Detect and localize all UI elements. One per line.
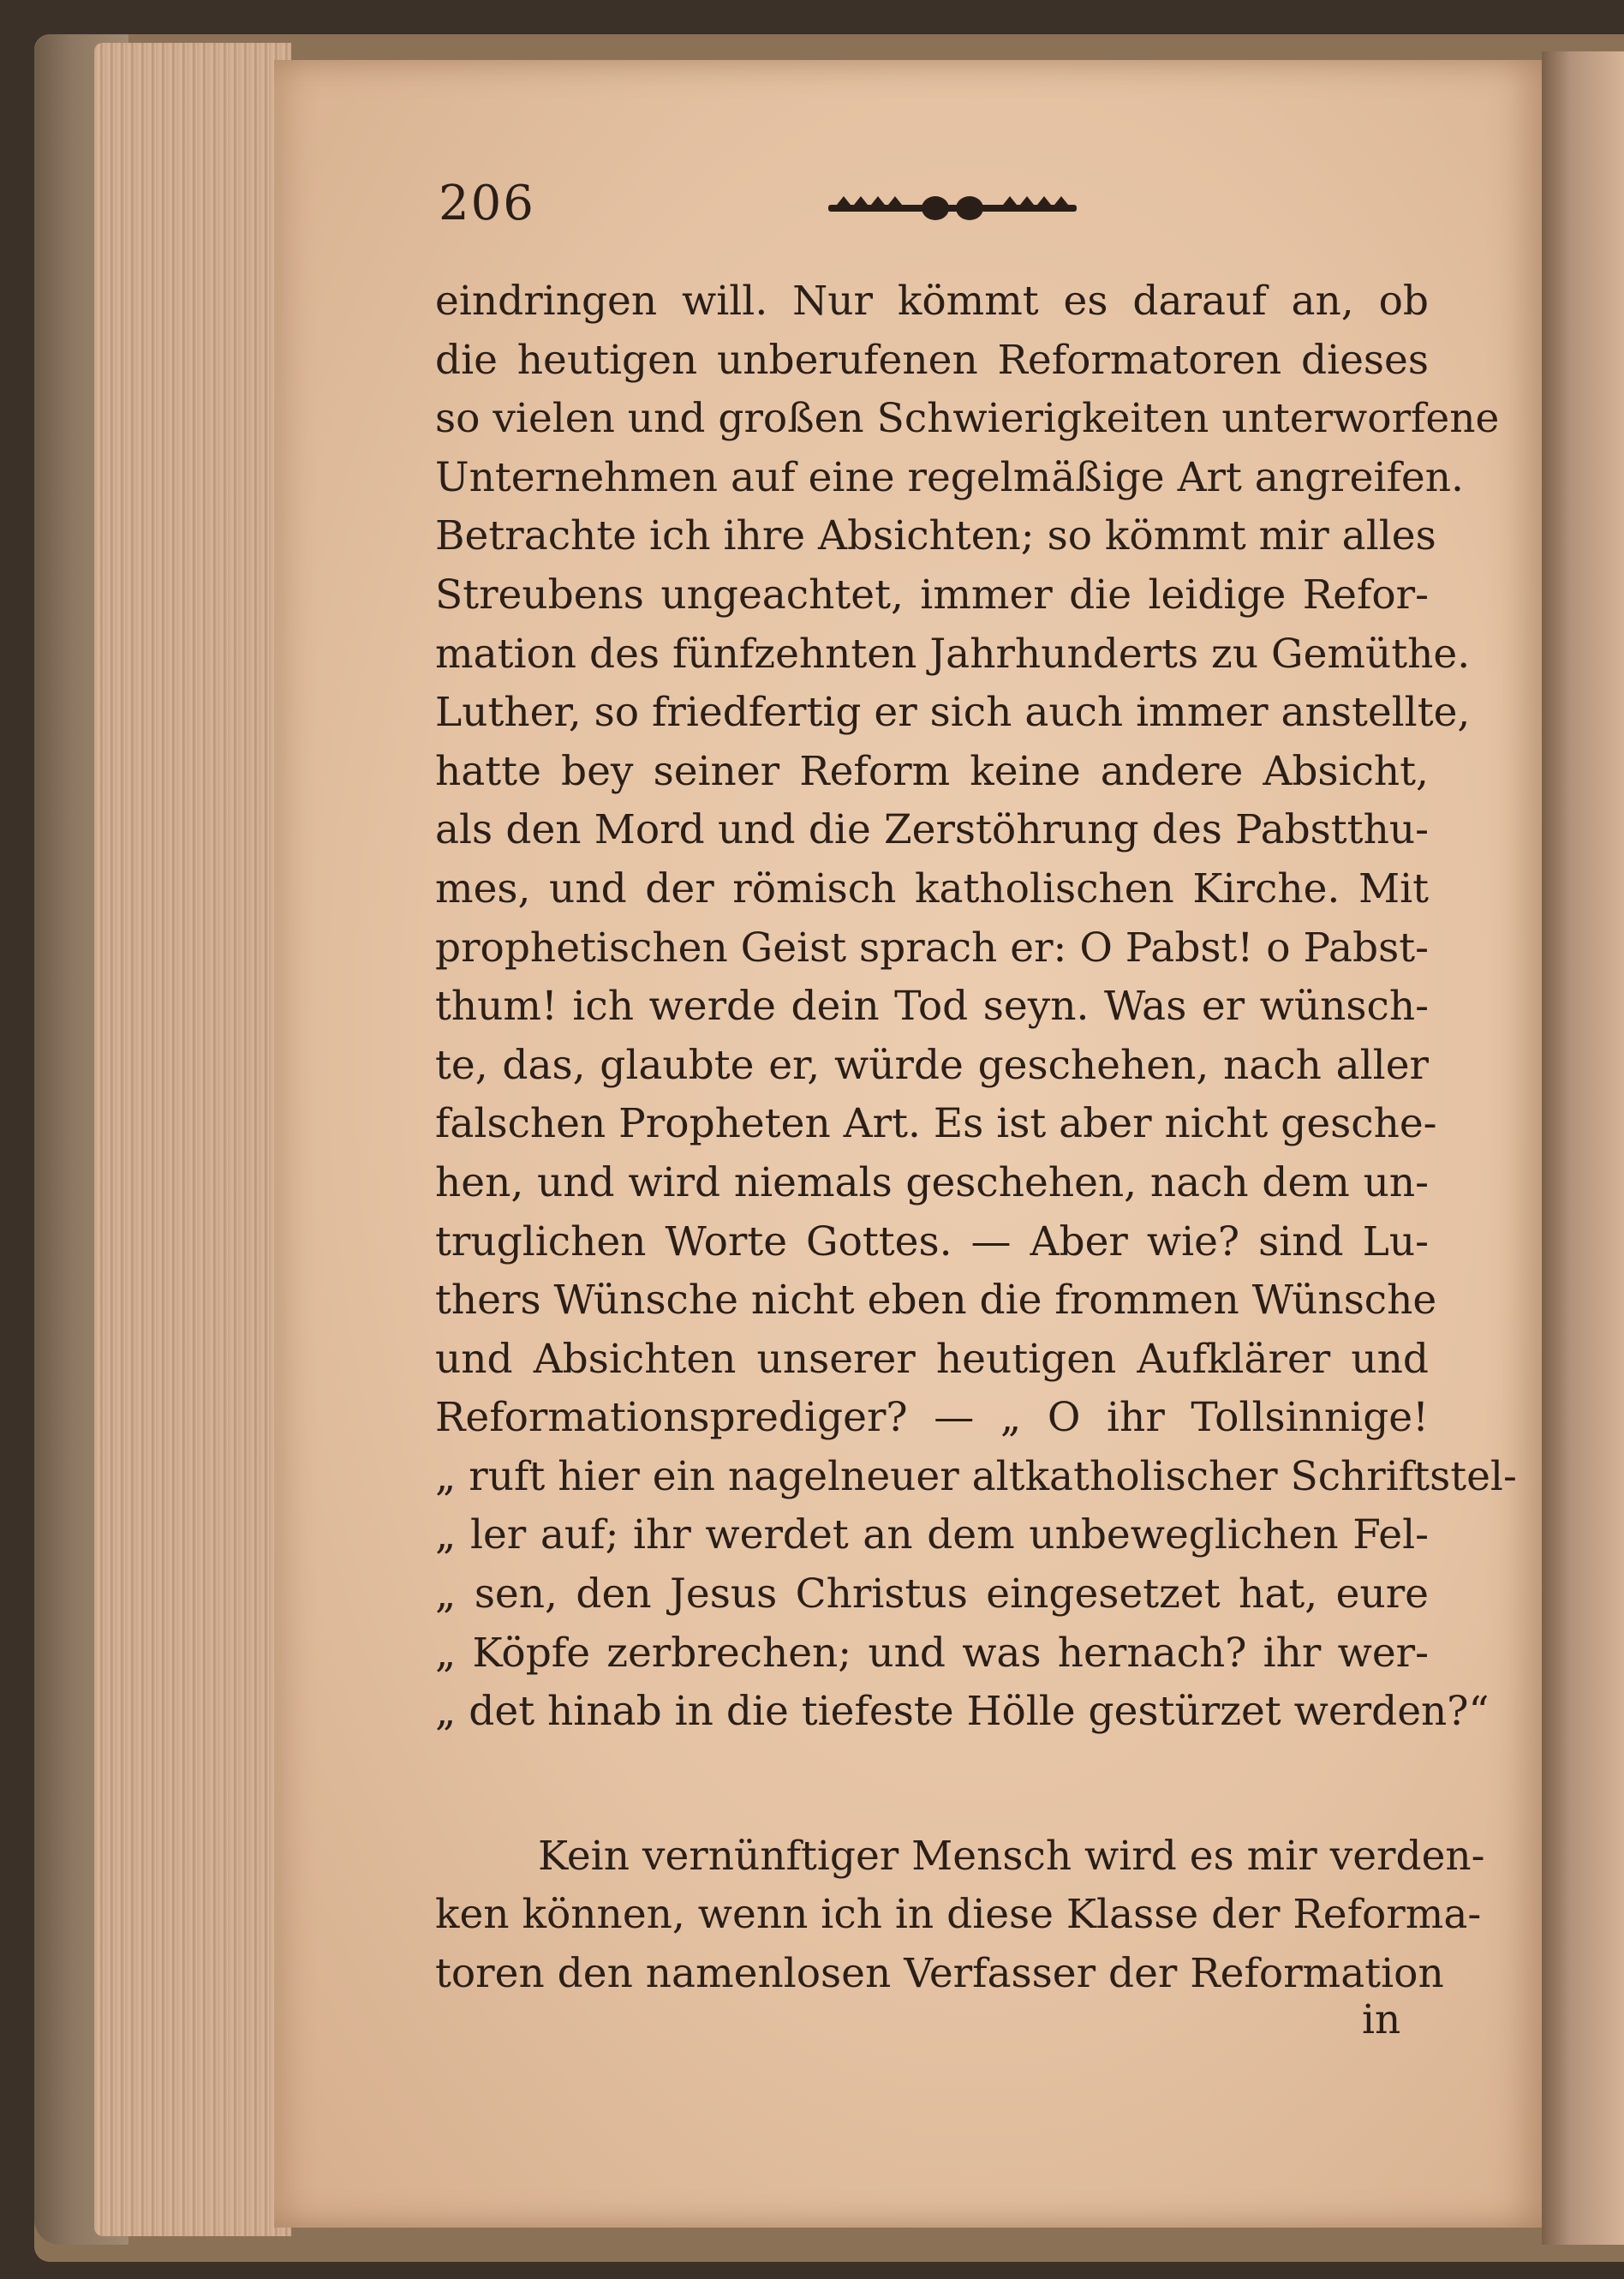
text-line: hatte bey seiner Reform keine andere Absicht, <box>435 747 1429 795</box>
text-line: die heutigen unberufenen Reformatoren dieses <box>435 336 1429 384</box>
text-line: Kein vernünftiger Mensch wird es mir verden- <box>538 1832 1485 1880</box>
text-line: und Absichten unserer heutigen Aufklärer und <box>435 1335 1429 1383</box>
text-line: truglichen Worte Gottes. — Aber wie? sind Lu- <box>435 1217 1429 1265</box>
text-line: mes, und der römisch katholischen Kirche. Mit <box>435 864 1429 912</box>
text-line: thers Wünsche nicht eben die frommen Wünsche <box>435 1277 1437 1325</box>
body-text <box>435 272 1517 2004</box>
text-line: „ ler auf; ihr werdet an dem unbeweglichen Fel- <box>435 1511 1429 1559</box>
text-line: Unternehmen auf eine regelmäßige Art angreifen. <box>435 453 1464 501</box>
text-line: thum! ich werde dein Tod seyn. Was er wünsch- <box>435 983 1429 1031</box>
text-line: hen, und wird niemals geschehen, nach dem un- <box>435 1158 1429 1206</box>
text-line: Streubens ungeachtet, immer die leidige Refor- <box>435 571 1429 619</box>
text-line: Betrachte ich ihre Absichten; so kömmt mir alles <box>435 512 1436 560</box>
book-gutter <box>1542 51 1624 2245</box>
text-line: ken können, wenn ich in diese Klasse der Reforma- <box>435 1891 1482 1939</box>
text-line: so vielen und großen Schwierigkeiten unterworfene <box>435 395 1500 443</box>
text-line: „ Köpfe zerbrechen; und was hernach? ihr wer- <box>435 1629 1429 1677</box>
text-line: Reformationsprediger? — „ O ihr Tollsinnige! <box>435 1394 1429 1442</box>
text-line: mation des fünfzehnten Jahrhunderts zu Gemüthe. <box>435 630 1471 678</box>
text-line: „ ruft hier ein nagelneuer altkatholischer Schriftstel- <box>435 1452 1517 1500</box>
text-line: als den Mord und die Zerstöhrung des Pabstthu- <box>435 806 1429 854</box>
text-line: prophetischen Geist sprach er: O Pabst! o Pabst- <box>435 924 1429 972</box>
text-line: falschen Propheten Art. Es ist aber nicht gesche- <box>435 1100 1437 1148</box>
text-line: „ sen, den Jesus Christus eingesetzet hat, eure <box>435 1570 1429 1618</box>
text-line: te, das, glaubte er, würde geschehen, nach aller <box>435 1041 1429 1089</box>
header-ornament-icon <box>828 191 1077 225</box>
catchword: in <box>1362 1996 1401 2043</box>
page-number: 206 <box>439 176 535 231</box>
text-line: eindringen will. Nur kömmt es darauf an, ob <box>435 278 1429 325</box>
page-header <box>439 176 1424 253</box>
paragraph-1 <box>435 272 1517 1742</box>
text-line: „ det hinab in die tiefeste Hölle gestürzet werden?“ <box>435 1688 1490 1736</box>
text-line: Luther, so friedfertig er sich auch immer anstellte, <box>435 689 1471 737</box>
paragraph-gap <box>435 1742 1429 1827</box>
paragraph-2 <box>435 1827 1485 2004</box>
page-stack-edge <box>94 43 291 2236</box>
text-line: toren den namenlosen Verfasser der Reformation <box>435 1950 1444 1998</box>
